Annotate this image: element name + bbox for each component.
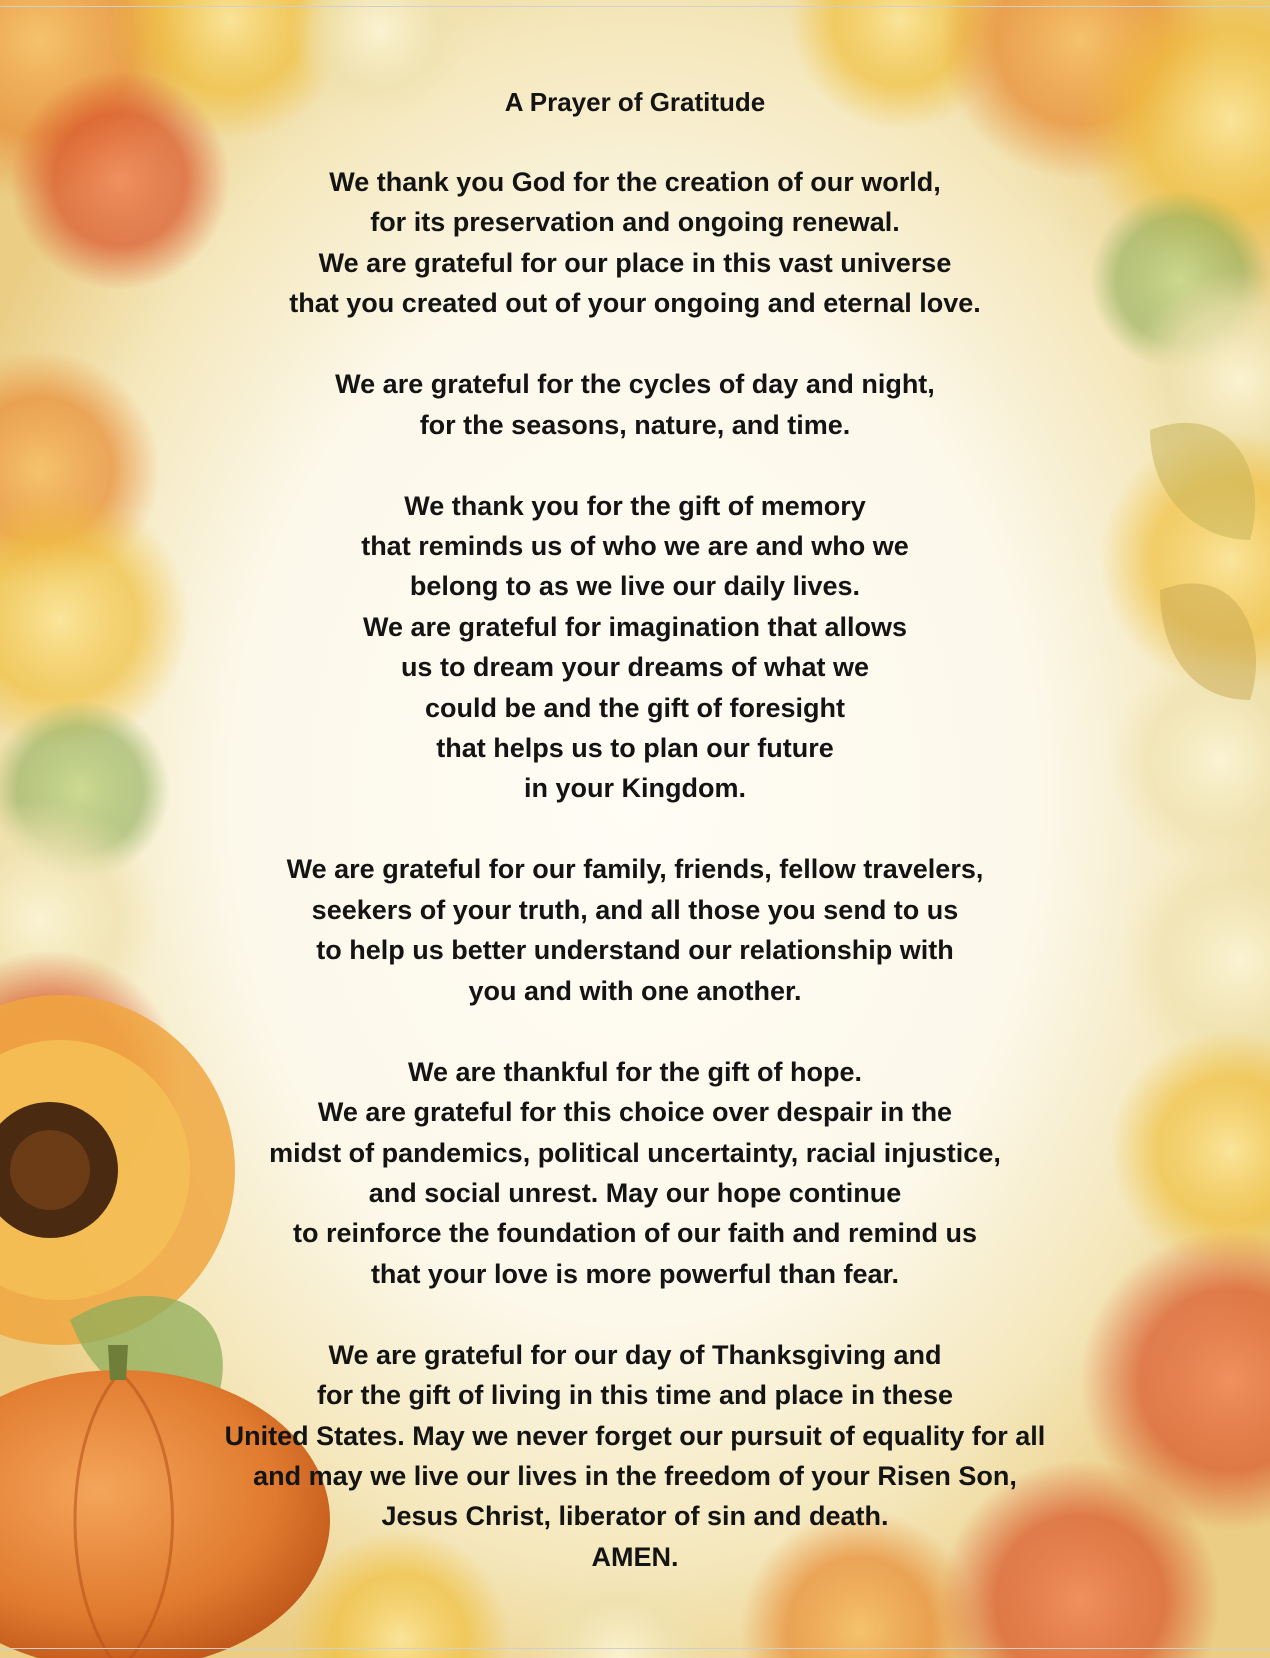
prayer-line: We are grateful for imagination that allows [362, 611, 908, 642]
prayer-line: in your Kingdom. [524, 773, 746, 804]
prayer-title: A Prayer of Gratitude [504, 87, 766, 117]
prayer-stanza [180, 364, 1090, 445]
prayer-line: Jesus Christ, liberator of sin and death. [381, 1501, 889, 1532]
prayer-line: to help us better understand our relationship with [316, 935, 954, 966]
prayer-line: for the seasons, nature, and time. [419, 409, 851, 440]
closing-amen: AMEN. [591, 1541, 679, 1572]
prayer-line: us to dream your dreams of what we [400, 652, 870, 683]
prayer-line: We are grateful for our place in this vast universe [318, 247, 952, 278]
prayer-stanza [180, 162, 1090, 324]
prayer-line: for its preservation and ongoing renewal. [370, 207, 900, 238]
prayer-text [180, 82, 1090, 1577]
prayer-line: that your love is more powerful than fear. [370, 1258, 900, 1289]
prayer-stanza [180, 1335, 1090, 1537]
prayer-line: and may we live our lives in the freedom of your Risen Son, [253, 1460, 1017, 1491]
prayer-line: for the gift of living in this time and place in these [316, 1380, 954, 1411]
prayer-line: you and with one another. [468, 975, 802, 1006]
top-edge-line [0, 6, 1270, 7]
prayer-stanza [180, 849, 1090, 1011]
prayer-line: belong to as we live our daily lives. [409, 571, 861, 602]
prayer-line: We thank you for the gift of memory [404, 490, 866, 521]
prayer-stanza [180, 486, 1090, 809]
prayer-line: We are grateful for this choice over despair in the [317, 1097, 953, 1128]
prayer-line: We are grateful for the cycles of day and night, [335, 369, 935, 400]
prayer-line: We are thankful for the gift of hope. [407, 1056, 862, 1087]
bottom-edge-line [0, 1648, 1270, 1649]
prayer-line: and social unrest. May our hope continue [368, 1177, 902, 1208]
prayer-line: that helps us to plan our future [436, 733, 834, 764]
prayer-line: We thank you God for the creation of our world, [329, 167, 941, 197]
prayer-line: seekers of your truth, and all those you send to us [311, 894, 959, 925]
prayer-line: We are grateful for our family, friends, fellow travelers, [286, 854, 984, 885]
prayer-stanzas [180, 162, 1090, 1537]
prayer-line: to reinforce the foundation of our faith and remind us [293, 1218, 977, 1249]
prayer-line: We are grateful for our day of Thanksgiving and [328, 1339, 942, 1370]
prayer-line: midst of pandemics, political uncertainty, racial injustice, [269, 1137, 1001, 1168]
prayer-line: that reminds us of who we are and who we [361, 531, 909, 562]
prayer-line: could be and the gift of foresight [425, 692, 845, 723]
prayer-line: United States. May we never forget our pursuit of equality for all [224, 1420, 1046, 1451]
prayer-line: that you created out of your ongoing and eternal love. [289, 288, 981, 319]
prayer-stanza [180, 1052, 1090, 1294]
